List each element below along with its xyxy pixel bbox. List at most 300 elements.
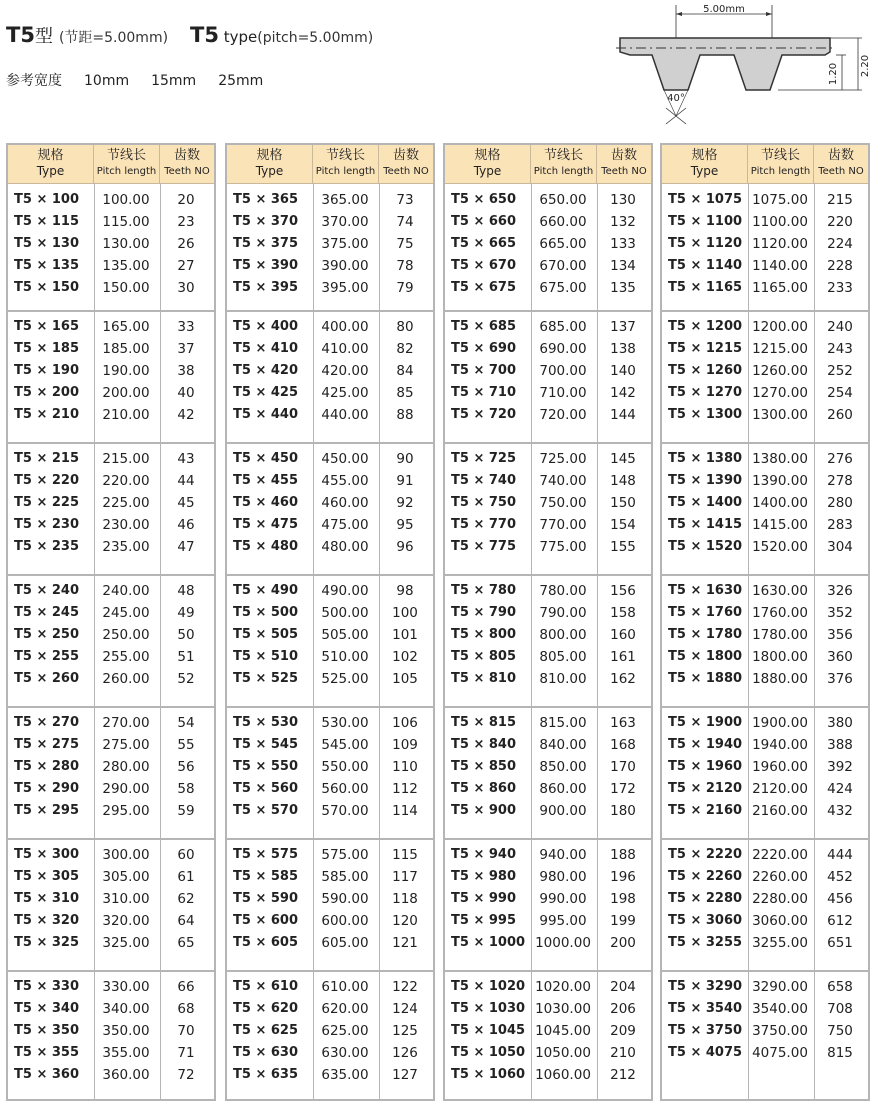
table-row (445, 277, 651, 299)
teeth-column-header-en: Teeth NO (383, 166, 429, 177)
group-separator (8, 706, 214, 708)
pitch-length: 1270.00 (752, 385, 808, 401)
pitch-length: 1300.00 (752, 407, 808, 423)
teeth-count: 424 (827, 781, 853, 797)
teeth-count: 658 (827, 979, 853, 995)
table-row (445, 844, 651, 866)
teeth-count: 106 (392, 715, 418, 731)
belt-type: T5 × 295 (14, 803, 79, 818)
belt-type: T5 × 1045 (451, 1023, 526, 1038)
table-row (662, 910, 868, 932)
teeth-count: 61 (177, 869, 195, 885)
table-header (662, 145, 868, 184)
teeth-count: 233 (827, 280, 853, 296)
belt-type: T5 × 3060 (668, 913, 743, 928)
pitch-length: 585.00 (321, 869, 369, 885)
pitch-length: 780.00 (539, 583, 587, 599)
pitch-length: 675.00 (539, 280, 587, 296)
teeth-count: 444 (827, 847, 853, 863)
belt-type: T5 × 2260 (668, 869, 743, 884)
table-row (227, 668, 433, 690)
pitch-length: 165.00 (102, 319, 150, 335)
pitch-length-column-header-en: Pitch length (315, 166, 376, 177)
table-row (662, 470, 868, 492)
teeth-count: 612 (827, 913, 853, 929)
teeth-count: 92 (396, 495, 414, 511)
table-panel-1 (6, 143, 216, 1101)
teeth-count: 102 (392, 649, 418, 665)
pitch-length: 375.00 (321, 236, 369, 252)
pitch-length: 360.00 (102, 1067, 150, 1083)
belt-type: T5 × 800 (451, 627, 516, 642)
teeth-count: 283 (827, 517, 853, 533)
belt-type: T5 × 700 (451, 363, 516, 378)
table-row (227, 514, 433, 536)
table-row (227, 255, 433, 277)
teeth-count: 304 (827, 539, 853, 555)
table-row (445, 404, 651, 426)
pitch-length: 1030.00 (535, 1001, 591, 1017)
belt-type: T5 × 490 (233, 583, 298, 598)
table-row (227, 888, 433, 910)
pitch-length: 1780.00 (752, 627, 808, 643)
table-row (227, 211, 433, 233)
teeth-count: 37 (177, 341, 195, 357)
teeth-column-header-en: Teeth NO (818, 166, 864, 177)
table-row (8, 277, 214, 299)
teeth-count: 254 (827, 385, 853, 401)
pitch-length: 460.00 (321, 495, 369, 511)
belt-type: T5 × 1760 (668, 605, 743, 620)
belt-type: T5 × 245 (14, 605, 79, 620)
pitch-length: 230.00 (102, 517, 150, 533)
teeth-count: 59 (177, 803, 195, 819)
belt-type: T5 × 815 (451, 715, 516, 730)
group-separator (662, 310, 868, 312)
pitch-length: 790.00 (539, 605, 587, 621)
group-separator (227, 310, 433, 312)
table-row (662, 800, 868, 822)
table-row (662, 602, 868, 624)
table-row (8, 712, 214, 734)
teeth-count: 278 (827, 473, 853, 489)
belt-type: T5 × 625 (233, 1023, 298, 1038)
table-header (8, 145, 214, 184)
type-code-cn: T5 (6, 23, 35, 47)
belt-type: T5 × 100 (14, 192, 79, 207)
pitch-length: 150.00 (102, 280, 150, 296)
pitch-length: 190.00 (102, 363, 150, 379)
table-row (8, 646, 214, 668)
pitch-length: 3060.00 (752, 913, 808, 929)
pitch-length: 480.00 (321, 539, 369, 555)
teeth-count: 204 (610, 979, 636, 995)
teeth-count: 163 (610, 715, 636, 731)
pitch-length-column-header-en: Pitch length (533, 166, 594, 177)
group-separator (8, 574, 214, 576)
belt-type: T5 × 1390 (668, 473, 743, 488)
table-row (227, 338, 433, 360)
belt-type: T5 × 300 (14, 847, 79, 862)
belt-type: T5 × 130 (14, 236, 79, 251)
belt-type: T5 × 610 (233, 979, 298, 994)
pitch-length: 330.00 (102, 979, 150, 995)
group-separator (445, 838, 651, 840)
table-row (8, 1020, 214, 1042)
table-row (227, 932, 433, 954)
teeth-count: 376 (827, 671, 853, 687)
belt-type: T5 × 1060 (451, 1067, 526, 1082)
pitch-length: 510.00 (321, 649, 369, 665)
belt-type: T5 × 210 (14, 407, 79, 422)
teeth-count: 45 (177, 495, 195, 511)
belt-type: T5 × 740 (451, 473, 516, 488)
table-row (227, 1020, 433, 1042)
pitch-length-column-header-cn: 节线长 (543, 148, 583, 163)
belt-type: T5 × 1940 (668, 737, 743, 752)
pitch-length: 450.00 (321, 451, 369, 467)
pitch-length: 350.00 (102, 1023, 150, 1039)
table-row (662, 580, 868, 602)
pitch-length: 530.00 (321, 715, 369, 731)
table-row (8, 492, 214, 514)
teeth-count: 135 (610, 280, 636, 296)
pitch-length: 605.00 (321, 935, 369, 951)
belt-type: T5 × 375 (233, 236, 298, 251)
teeth-count: 84 (396, 363, 414, 379)
teeth-count: 44 (177, 473, 195, 489)
teeth-count: 72 (177, 1067, 195, 1083)
table-panel-4 (660, 143, 870, 1101)
pitch-length: 1100.00 (752, 214, 808, 230)
table-row (445, 668, 651, 690)
teeth-count: 48 (177, 583, 195, 599)
teeth-count: 156 (610, 583, 636, 599)
pitch-length: 3290.00 (752, 979, 808, 995)
pitch-length: 1900.00 (752, 715, 808, 731)
teeth-count: 168 (610, 737, 636, 753)
teeth-count: 51 (177, 649, 195, 665)
teeth-count: 23 (177, 214, 195, 230)
belt-type: T5 × 450 (233, 451, 298, 466)
table-row (8, 668, 214, 690)
teeth-count: 125 (392, 1023, 418, 1039)
table-row (8, 189, 214, 211)
type-column-header (445, 145, 531, 183)
belt-type: T5 × 305 (14, 869, 79, 884)
belt-type: T5 × 1165 (668, 280, 743, 295)
table-row (445, 1042, 651, 1064)
table-row (445, 910, 651, 932)
table-panel-3 (443, 143, 653, 1101)
pitch-length: 250.00 (102, 627, 150, 643)
pitch-length: 660.00 (539, 214, 587, 230)
teeth-count: 280 (827, 495, 853, 511)
pitch-length: 550.00 (321, 759, 369, 775)
belt-type: T5 × 545 (233, 737, 298, 752)
teeth-count: 127 (392, 1067, 418, 1083)
table-row (8, 360, 214, 382)
teeth-count: 118 (392, 891, 418, 907)
table-row (662, 211, 868, 233)
belt-type: T5 × 3290 (668, 979, 743, 994)
belt-type: T5 × 250 (14, 627, 79, 642)
table-row (662, 778, 868, 800)
teeth-column-header (597, 145, 651, 183)
belt-type: T5 × 2280 (668, 891, 743, 906)
belt-type: T5 × 605 (233, 935, 298, 950)
pitch-length: 210.00 (102, 407, 150, 423)
table-row (8, 448, 214, 470)
pitch-cn-label: (节距=5.00mm) (58, 30, 169, 46)
belt-type: T5 × 320 (14, 913, 79, 928)
belt-type: T5 × 340 (14, 1001, 79, 1016)
pitch-length: 650.00 (539, 192, 587, 208)
table-row (445, 602, 651, 624)
belt-type: T5 × 1380 (668, 451, 743, 466)
teeth-count: 126 (392, 1045, 418, 1061)
table-row (8, 316, 214, 338)
group-separator (662, 574, 868, 576)
pitch-length: 4075.00 (752, 1045, 808, 1061)
pitch-length: 390.00 (321, 258, 369, 274)
teeth-column-header-en: Teeth NO (601, 166, 647, 177)
pitch-length: 940.00 (539, 847, 587, 863)
belt-type: T5 × 365 (233, 192, 298, 207)
teeth-count: 130 (610, 192, 636, 208)
table-row (8, 536, 214, 558)
pitch-length: 600.00 (321, 913, 369, 929)
pitch-length: 800.00 (539, 627, 587, 643)
belt-type: T5 × 440 (233, 407, 298, 422)
teeth-column-header (814, 145, 868, 183)
group-separator (662, 442, 868, 444)
table-row (227, 536, 433, 558)
type-column-header-cn: 规格 (37, 148, 64, 163)
pitch-length: 290.00 (102, 781, 150, 797)
belt-type: T5 × 1780 (668, 627, 743, 642)
table-row (662, 712, 868, 734)
belt-type: T5 × 1200 (668, 319, 743, 334)
teeth-count: 161 (610, 649, 636, 665)
table-row (662, 866, 868, 888)
teeth-count: 134 (610, 258, 636, 274)
type-column-header-en: Type (255, 164, 284, 178)
pitch-length: 410.00 (321, 341, 369, 357)
teeth-count: 456 (827, 891, 853, 907)
belt-type: T5 × 1050 (451, 1045, 526, 1060)
table-row (227, 580, 433, 602)
belt-type: T5 × 3540 (668, 1001, 743, 1016)
ref-width-1: 10mm (84, 73, 130, 89)
pitch-length: 1880.00 (752, 671, 808, 687)
teeth-count: 91 (396, 473, 414, 489)
pitch-length: 1260.00 (752, 363, 808, 379)
teeth-count: 133 (610, 236, 636, 252)
table-row (227, 734, 433, 756)
pitch-length: 635.00 (321, 1067, 369, 1083)
belt-type: T5 × 330 (14, 979, 79, 994)
table-row (445, 800, 651, 822)
pitch-length: 3750.00 (752, 1023, 808, 1039)
ref-width-3: 25mm (218, 73, 264, 89)
pitch-length: 750.00 (539, 495, 587, 511)
group-separator (8, 310, 214, 312)
teeth-count: 68 (177, 1001, 195, 1017)
group-separator (227, 838, 433, 840)
belt-type: T5 × 200 (14, 385, 79, 400)
table-row (445, 624, 651, 646)
table-row (662, 646, 868, 668)
belt-type: T5 × 360 (14, 1067, 79, 1082)
teeth-count: 199 (610, 913, 636, 929)
teeth-count: 105 (392, 671, 418, 687)
type-column-header-cn: 规格 (474, 148, 501, 163)
teeth-count: 74 (396, 214, 414, 230)
group-separator (662, 706, 868, 708)
belt-type: T5 × 770 (451, 517, 516, 532)
table-row (227, 998, 433, 1020)
teeth-count: 240 (827, 319, 853, 335)
pitch-length: 1045.00 (535, 1023, 591, 1039)
table-row (445, 778, 651, 800)
table-row (8, 255, 214, 277)
table-row (445, 734, 651, 756)
pitch-length-column-header (94, 145, 160, 183)
group-separator (227, 574, 433, 576)
belt-type: T5 × 475 (233, 517, 298, 532)
teeth-count: 96 (396, 539, 414, 555)
teeth-column-header-en: Teeth NO (164, 166, 210, 177)
table-row (227, 712, 433, 734)
belt-type: T5 × 860 (451, 781, 516, 796)
teeth-count: 352 (827, 605, 853, 621)
teeth-count: 160 (610, 627, 636, 643)
table-row (445, 998, 651, 1020)
pitch-length: 455.00 (321, 473, 369, 489)
belt-type: T5 × 525 (233, 671, 298, 686)
pitch-length: 590.00 (321, 891, 369, 907)
type-column-header-en: Type (690, 164, 719, 178)
teeth-column-header-cn: 齿数 (827, 148, 854, 163)
teeth-count: 75 (396, 236, 414, 252)
belt-type: T5 × 900 (451, 803, 516, 818)
table-row (227, 233, 433, 255)
table-row (445, 189, 651, 211)
table-row (8, 800, 214, 822)
belt-type: T5 × 585 (233, 869, 298, 884)
type-column-header (8, 145, 94, 183)
pitch-length: 280.00 (102, 759, 150, 775)
teeth-count: 64 (177, 913, 195, 929)
pitch-length: 1075.00 (752, 192, 808, 208)
belt-type: T5 × 675 (451, 280, 516, 295)
reference-widths (6, 70, 285, 90)
pitch-length: 1390.00 (752, 473, 808, 489)
teeth-count: 121 (392, 935, 418, 951)
teeth-count: 138 (610, 341, 636, 357)
belt-type: T5 × 255 (14, 649, 79, 664)
table-row (8, 844, 214, 866)
table-row (662, 756, 868, 778)
pitch-length-column-header-en: Pitch length (750, 166, 811, 177)
pitch-length-column-header (748, 145, 814, 183)
belt-type: T5 × 620 (233, 1001, 298, 1016)
belt-type: T5 × 685 (451, 319, 516, 334)
teeth-count: 30 (177, 280, 195, 296)
pitch-length: 2120.00 (752, 781, 808, 797)
group-separator (8, 838, 214, 840)
type-column-header-cn: 规格 (256, 148, 283, 163)
belt-type: T5 × 550 (233, 759, 298, 774)
teeth-count: 38 (177, 363, 195, 379)
belt-type: T5 × 1270 (668, 385, 743, 400)
pitch-length: 220.00 (102, 473, 150, 489)
table-row (445, 888, 651, 910)
group-separator (227, 442, 433, 444)
table-row (662, 998, 868, 1020)
pitch-length: 810.00 (539, 671, 587, 687)
table-row (445, 580, 651, 602)
teeth-count: 101 (392, 627, 418, 643)
type-column-header (662, 145, 748, 183)
belt-type: T5 × 1520 (668, 539, 743, 554)
table-row (227, 277, 433, 299)
belt-type: T5 × 1100 (668, 214, 743, 229)
pitch-length: 1800.00 (752, 649, 808, 665)
pitch-length: 1050.00 (535, 1045, 591, 1061)
table-row (8, 932, 214, 954)
belt-type: T5 × 1120 (668, 236, 743, 251)
group-separator (445, 310, 651, 312)
pitch-length: 2220.00 (752, 847, 808, 863)
belt-type: T5 × 670 (451, 258, 516, 273)
pitch-length: 2160.00 (752, 803, 808, 819)
pitch-length: 900.00 (539, 803, 587, 819)
table-row (8, 998, 214, 1020)
teeth-count: 114 (392, 803, 418, 819)
table-row (227, 316, 433, 338)
teeth-count: 148 (610, 473, 636, 489)
pitch-length: 320.00 (102, 913, 150, 929)
pitch-length: 215.00 (102, 451, 150, 467)
table-row (8, 514, 214, 536)
pitch-length: 720.00 (539, 407, 587, 423)
pitch-length: 670.00 (539, 258, 587, 274)
belt-type: T5 × 2160 (668, 803, 743, 818)
belt-type: T5 × 3255 (668, 935, 743, 950)
type-en-label: type (223, 28, 258, 46)
pitch-length: 620.00 (321, 1001, 369, 1017)
pitch-length: 850.00 (539, 759, 587, 775)
teeth-count: 155 (610, 539, 636, 555)
belt-type: T5 × 505 (233, 627, 298, 642)
pitch-length: 525.00 (321, 671, 369, 687)
belt-type: T5 × 560 (233, 781, 298, 796)
group-separator (227, 706, 433, 708)
table-row (8, 976, 214, 998)
teeth-count: 708 (827, 1001, 853, 1017)
pitch-length: 775.00 (539, 539, 587, 555)
pitch-length: 690.00 (539, 341, 587, 357)
pitch-length: 475.00 (321, 517, 369, 533)
teeth-count: 452 (827, 869, 853, 885)
belt-type: T5 × 400 (233, 319, 298, 334)
belt-type: T5 × 575 (233, 847, 298, 862)
belt-type: T5 × 2120 (668, 781, 743, 796)
belt-type: T5 × 310 (14, 891, 79, 906)
teeth-count: 212 (610, 1067, 636, 1083)
